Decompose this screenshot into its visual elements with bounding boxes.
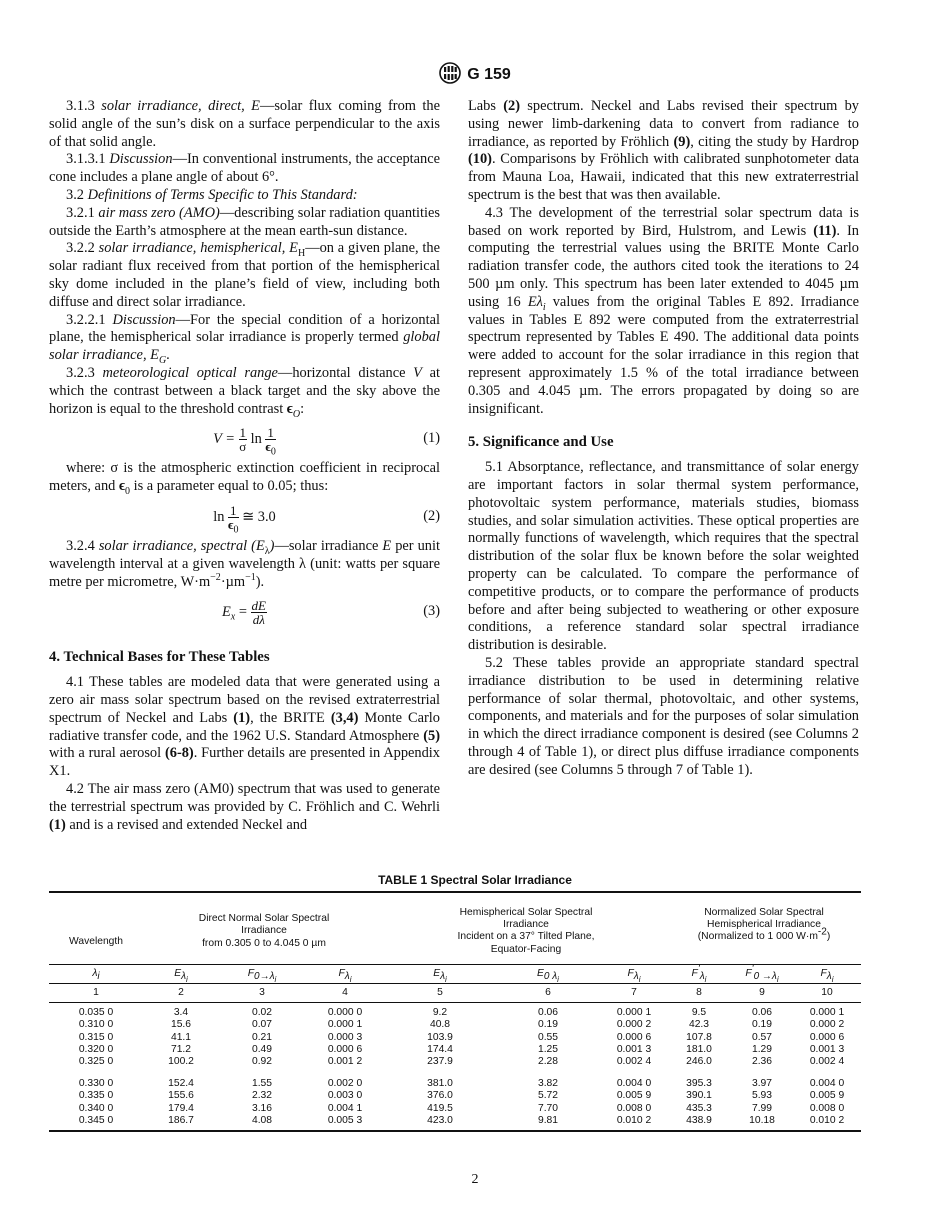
table-cell: 419.5	[427, 1102, 453, 1114]
table-cell: 0.004 0	[616, 1078, 652, 1090]
table-cell: 246.0	[686, 1056, 712, 1068]
column-symbol: $F_{\lambda_i}$	[305, 964, 385, 983]
table-cell: 7.99	[751, 1102, 773, 1114]
column-number: 3	[219, 984, 305, 1003]
table-row	[49, 1056, 861, 1068]
table-cell: 2.28	[537, 1056, 559, 1068]
table-cell: 0.06	[537, 1007, 559, 1019]
table-cell: 9.2	[432, 1007, 448, 1019]
table-cell: 1.55	[251, 1078, 273, 1090]
column-number: 5	[385, 984, 495, 1003]
table-cell: 423.0	[427, 1114, 453, 1126]
table-cell: 0.004 0	[809, 1078, 845, 1090]
para-3-2: 3.2 Definitions of Terms Specific to This Standard:	[66, 186, 358, 203]
symbol-row	[49, 964, 861, 983]
table-cell: 186.7	[168, 1114, 194, 1126]
data-block-1	[49, 1003, 861, 1069]
column-symbol: $F_{0\to\lambda_i}$	[219, 964, 305, 983]
column-symbol: $E_{\lambda_i}$	[385, 964, 495, 983]
table-cell: 0.92	[251, 1056, 273, 1068]
table-cell: 0.55	[537, 1031, 559, 1043]
table-cell: 10.18	[749, 1114, 775, 1126]
table-cell: 395.3	[686, 1078, 712, 1090]
table-cell: 0.335 0	[78, 1090, 114, 1102]
table-cell: 5.72	[537, 1090, 559, 1102]
table-cell: 0.035 0	[78, 1007, 114, 1019]
para-5-2: 5.2 These tables provide an appropriate standard spectral irradiance distribution to be used in determining relative performance of solar thermal, photovoltaic, and other systems, components, and materials and for the purposes of solar simulation in which the direct irradiance component is desired (see Columns 2 through 4 of Table 1), or direct plus diffuse irradiance components are desired (see Columns 5 through 7 of Table 1).	[468, 654, 859, 778]
column-symbol: $\lambda_i$	[49, 964, 143, 983]
table-cell: 3.16	[251, 1102, 273, 1114]
table-cell: 0.345 0	[78, 1114, 114, 1126]
para-3-1-3-1: 3.1.3.1 Discussion—In conventional instruments, the acceptance cone includes a plane angle of about 6°.	[49, 151, 441, 186]
column-symbol: $F'_{\lambda_i}$	[667, 964, 731, 983]
table-cell: 0.000 3	[327, 1031, 363, 1043]
table-cell: 9.5	[691, 1007, 707, 1019]
table-cell: 0.02	[251, 1007, 273, 1019]
table-cell: 0.330 0	[78, 1078, 114, 1090]
table-cell: 0.19	[537, 1019, 559, 1031]
table-cell: 0.002 4	[616, 1056, 652, 1068]
table-row	[49, 1078, 861, 1090]
table-cell: 7.70	[537, 1102, 559, 1114]
table-row	[49, 1090, 861, 1102]
table-cell: 100.2	[168, 1056, 194, 1068]
column-number: 1	[49, 984, 143, 1003]
spectral-irradiance-table	[49, 891, 861, 1132]
column-number: 10	[793, 984, 861, 1003]
equation-2: ln $\frac{1}{\epsilon_0}$ ≅ 3.0 (2)	[213, 502, 440, 536]
hemispherical-header: Hemispherical Solar Spectral Irradiance Incident on a 37° Tilted Plane, Equator-Facing	[385, 892, 667, 964]
table-cell: 0.325 0	[78, 1056, 114, 1068]
table-cell: 0.07	[251, 1019, 273, 1031]
table-cell: 42.3	[688, 1019, 710, 1031]
table-cell: 0.06	[751, 1007, 773, 1019]
equation-number: (1)	[423, 430, 440, 447]
table-cell: 0.004 1	[327, 1102, 363, 1114]
table-row	[49, 1115, 861, 1127]
table-cell: 381.0	[427, 1078, 453, 1090]
table-cell: 3.82	[537, 1078, 559, 1090]
equation-1: V = $\frac{1}{\sigma}$ ln $\frac{1}{\epsilon_0}$ (1)	[213, 425, 440, 458]
column-number: 7	[601, 984, 667, 1003]
table-cell: 0.005 9	[616, 1090, 652, 1102]
table-cell: 0.008 0	[616, 1102, 652, 1114]
column-symbol: $F_{\lambda_i}$	[793, 964, 861, 983]
column-number-row	[49, 984, 861, 1003]
table-cell: 0.49	[251, 1043, 273, 1055]
table-cell: 4.08	[251, 1114, 273, 1126]
table-cell: 155.6	[168, 1090, 194, 1102]
table-cell: 376.0	[427, 1090, 453, 1102]
table-cell: 71.2	[170, 1043, 192, 1055]
table-caption: TABLE 1 Spectral Solar Irradiance	[378, 873, 572, 887]
table-cell: 0.000 1	[327, 1019, 363, 1031]
para-3-1-3: 3.1.3 solar irradiance, direct, E—solar flux coming from the solid angle of the sun’s disk on a surface perpendicular to the axis of that solid angle.	[49, 98, 440, 150]
para-3-2-4: 3.2.4 solar irradiance, spectral $(E_\lambda)—solar$ irradiance E per unit wavelength interval at a given wavelength λ (unit: watts per square metre per micrometre, $W\cdot m^{-2}\cdot\mu m^{-1}$).	[49, 537, 440, 590]
table-cell: 0.000 6	[616, 1031, 652, 1043]
page-header	[0, 62, 950, 84]
wavelength-header: Wavelength	[49, 892, 143, 964]
table-cell: 152.4	[168, 1078, 194, 1090]
table-cell: 0.000 2	[809, 1019, 845, 1031]
table-cell: 0.001 3	[809, 1043, 845, 1055]
column-number: 9	[731, 984, 793, 1003]
table-cell: 0.002 4	[809, 1056, 845, 1068]
normalized-header: Normalized Solar Spectral Hemispherical Irradiance (Normalized to 1 000 $W\cdot m^{-2}$)	[667, 892, 861, 964]
table-row	[49, 1103, 861, 1115]
direct-normal-header: Direct Normal Solar Spectral Irradiance from 0.305 0 to 4.045 0 µm	[143, 892, 385, 964]
equation-3: $E_x$ = $\frac{dE}{d\lambda}$ (3)	[221, 598, 440, 628]
table-cell: 1.25	[537, 1043, 559, 1055]
table-cell: 15.6	[170, 1019, 192, 1031]
column-symbol: $E_{\lambda_i}$	[143, 964, 219, 983]
para-where: where: σ is the atmospheric extinction coefficient in reciprocal meters, and $\epsilon_0$ is a parameter equal to 0.05; thus:	[49, 460, 440, 498]
astm-logo-icon	[439, 62, 461, 84]
para-3-2-1: 3.2.1 air mass zero (AMO)—describing solar radiation quantities outside the Earth’s atmosphere at the mean earth-sun distance.	[49, 204, 440, 239]
table-cell: 0.21	[251, 1031, 273, 1043]
table-cell: 0.000 6	[327, 1043, 363, 1055]
para-5-1: 5.1 Absorptance, reflectance, and transmittance of solar energy are important factors in solar thermal system performance, photovoltaic system performance, materials studies, biomass studies, and solar simulation activities. These optical properties are normally functions of wavelength, which requires that the spectral distribution of the solar flux be known before the solar weighted property can be calculated. To compare the performance of competitive products, or to compare the performance of products before and after being subjected to weathering or other exposure conditions, a reference standard solar spectral irradiance distribution is desirable.	[468, 459, 859, 654]
table-cell: 0.001 3	[616, 1043, 652, 1055]
para-4-2: 4.2 The air mass zero (AM0) spectrum that was used to generate the terrestrial spectrum was provided by C. Fröhlich and C. Wehrli (1) and is a revised and extended Neckel and	[49, 780, 440, 833]
table-row	[49, 1019, 861, 1031]
column-symbol: $F_{\lambda_i}$	[601, 964, 667, 983]
table-cell: 0.001 2	[327, 1056, 363, 1068]
column-number: 4	[305, 984, 385, 1003]
column-number: 2	[143, 984, 219, 1003]
table-cell: 0.010 2	[809, 1114, 845, 1126]
table-cell: 0.003 0	[327, 1090, 363, 1102]
page-number: 2	[471, 1172, 479, 1187]
table-row	[49, 1044, 861, 1056]
table-cell: 0.315 0	[78, 1031, 114, 1043]
table-cell: 107.8	[686, 1031, 712, 1043]
table-cell: 0.005 3	[327, 1114, 363, 1126]
column-symbol: $E_{0 \lambda_i}$	[495, 964, 601, 983]
table-cell: 41.1	[170, 1031, 192, 1043]
table-cell: 2.36	[751, 1056, 773, 1068]
para-3-2-2-1: 3.2.2.1 Discussion—For the special condition of a horizontal plane, the hemispherical solar irradiance is properly termed global solar irradiance, $E_G$.	[49, 311, 440, 367]
data-block-2	[49, 1068, 861, 1131]
table-cell: 0.000 1	[616, 1007, 652, 1019]
column-symbol: $F'_{0 \to\lambda_i}$	[731, 964, 793, 983]
table-cell: 0.310 0	[78, 1019, 114, 1031]
table-cell: 0.320 0	[78, 1043, 114, 1055]
table-cell: 0.010 2	[616, 1114, 652, 1126]
table-cell: 435.3	[686, 1102, 712, 1114]
table-cell: 0.000 2	[616, 1019, 652, 1031]
left-column	[49, 98, 440, 834]
table-cell: 174.4	[427, 1043, 453, 1055]
table-cell: 5.93	[751, 1090, 773, 1102]
section-5-heading: 5. Significance and Use	[468, 434, 614, 451]
table-cell: 0.000 0	[327, 1007, 363, 1019]
table-row	[49, 1032, 861, 1044]
table-cell: 0.002 0	[327, 1078, 363, 1090]
document-id: G 159	[467, 66, 511, 83]
table-cell: 3.4	[173, 1007, 189, 1019]
section-4-heading: 4. Technical Bases for These Tables	[49, 649, 270, 666]
table-cell: 0.340 0	[78, 1102, 114, 1114]
equation-number: (2)	[423, 507, 440, 524]
table-cell: 438.9	[686, 1114, 712, 1126]
table-group-header	[49, 892, 861, 964]
table-cell: 0.000 6	[809, 1031, 845, 1043]
table-row	[49, 1007, 861, 1019]
para-3-2-2: 3.2.2 solar irradiance, hemispherical, $E_H—on$ a given plane, the solar radiant flux received from that portion of the hemispherical sky dome included in the plane’s field of view, including both diffuse and direct solar irradiance.	[49, 240, 440, 310]
table-cell: 0.57	[751, 1031, 773, 1043]
table-cell: 179.4	[168, 1102, 194, 1114]
table-cell: 2.32	[251, 1090, 273, 1102]
table-cell: 181.0	[686, 1043, 712, 1055]
para-3-2-3: 3.2.3 meteorological optical range—horizontal distance V at which the contrast between a black target and the sky above the horizon is equal to the threshold contrast $\epsilon_O$:	[49, 364, 440, 420]
table-cell: 0.000 1	[809, 1007, 845, 1019]
table-cell: 0.19	[751, 1019, 773, 1031]
column-number: 8	[667, 984, 731, 1003]
table-cell: 1.29	[751, 1043, 773, 1055]
table-cell: 103.9	[427, 1031, 453, 1043]
para-4-2-continued: Labs (2) spectrum. Neckel and Labs revised their spectrum by using newer limb-darkening data to convert from radiance to irradiance, as reported by Fröhlich (9), citing the study by Hardrop (10). Comparisons by Fröhlich with calibrated sunphotometer data from Mauna Loa, Hawaii, indicated that this new extraterrestrial spectrum is the best that was then available.	[468, 98, 859, 203]
table-cell: 3.97	[751, 1078, 773, 1090]
table-cell: 237.9	[427, 1056, 453, 1068]
table-cell: 9.81	[537, 1114, 559, 1126]
table-cell: 0.008 0	[809, 1102, 845, 1114]
table-cell: 0.005 9	[809, 1090, 845, 1102]
equation-number: (3)	[423, 603, 440, 620]
para-4-3: 4.3 The development of the terrestrial solar spectrum data is based on work reported by Bird, Hulstrom, and Lewis (11). In computing the terrestrial values using the BRITE Monte Carlo radiation transfer code, the authors cited took the iterations to 24 500 µm only. This spectrum has been later extended to 4045 µm using 16 $E\lambda_i$ values from the original Tables E 892. Irradiance values in Tables E 892 were computed from the extraterrestrial spectrum represented by Tables E 490. The additional data points were added to account for the solar irradiance in this region that represent approximately 1.5 % of the total irradiance between 0.305 and 4.045 µm. The errors propagated by doing so are insignificant.	[468, 204, 859, 417]
table-cell: 40.8	[429, 1019, 451, 1031]
table-cell: 390.1	[686, 1090, 712, 1102]
right-column	[468, 98, 859, 779]
para-4-1: 4.1 These tables are modeled data that were generated using a zero air mass solar spectrum based on the revised extraterrestrial spectrum of Neckel and Labs (1), the BRITE (3,4) Monte Carlo radiative transfer code, and the 1962 U.S. Standard Atmosphere (5) with a rural aerosol (6-8). Further details are presented in Appendix X1.	[49, 674, 440, 780]
column-number: 6	[495, 984, 601, 1003]
